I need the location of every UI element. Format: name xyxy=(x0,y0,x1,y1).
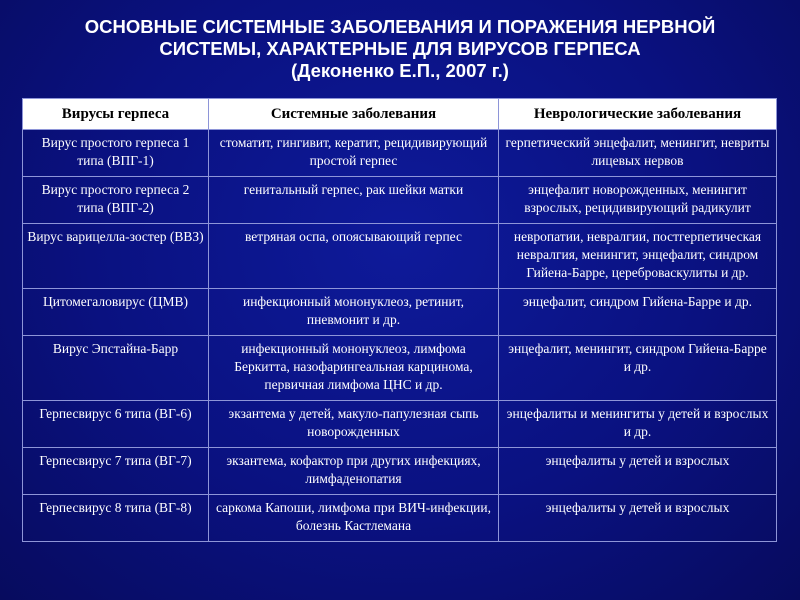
table-row xyxy=(23,495,777,542)
neurological-cell: энцефалит, синдром Гийена-Барре и др. xyxy=(499,289,777,336)
virus-name-cell: Цитомегаловирус (ЦМВ) xyxy=(23,289,209,336)
table-row xyxy=(23,336,777,401)
herpes-diseases-table xyxy=(22,98,777,542)
virus-name-cell: Вирус варицелла-зостер (ВВЗ) xyxy=(23,224,209,289)
table-header-row xyxy=(23,99,777,130)
title-line-3: (Деконенко Е.П., 2007 г.) xyxy=(291,60,509,81)
systemic-cell: генитальный герпес, рак шейки матки xyxy=(209,177,499,224)
virus-name-cell: Герпесвирус 8 типа (ВГ-8) xyxy=(23,495,209,542)
virus-name-cell: Герпесвирус 6 типа (ВГ-6) xyxy=(23,401,209,448)
systemic-cell: инфекционный мононуклеоз, лимфома Беркитта, назофарингеальная карцинома, первичная лимфома ЦНС и др. xyxy=(209,336,499,401)
header-neurological: Неврологические заболевания xyxy=(499,99,777,130)
neurological-cell: невропатии, невралгии, постгерпетическая невралгия, менингит, энцефалит, синдром Гийена-Барре, цереброваскулиты и др. xyxy=(499,224,777,289)
systemic-cell: ветряная оспа, опоясывающий герпес xyxy=(209,224,499,289)
neurological-cell: энцефалит новорожденных, менингит взрослых, рецидивирующий радикулит xyxy=(499,177,777,224)
neurological-cell: герпетический энцефалит, менингит, невриты лицевых нервов xyxy=(499,130,777,177)
table-row xyxy=(23,177,777,224)
neurological-cell: энцефалиты у детей и взрослых xyxy=(499,495,777,542)
table-row xyxy=(23,401,777,448)
table-row xyxy=(23,130,777,177)
systemic-cell: инфекционный мононуклеоз, ретинит, пневмонит и др. xyxy=(209,289,499,336)
virus-name-cell: Вирус Эпстайна-Барр xyxy=(23,336,209,401)
virus-name-cell: Герпесвирус 7 типа (ВГ-7) xyxy=(23,448,209,495)
systemic-cell: стоматит, гингивит, кератит, рецидивирующий простой герпес xyxy=(209,130,499,177)
systemic-cell: саркома Капоши, лимфома при ВИЧ-инфекции, болезнь Кастлемана xyxy=(209,495,499,542)
virus-name-cell: Вирус простого герпеса 2 типа (ВПГ-2) xyxy=(23,177,209,224)
slide-title xyxy=(0,16,800,82)
neurological-cell: энцефалит, менингит, синдром Гийена-Барре и др. xyxy=(499,336,777,401)
header-viruses: Вирусы герпеса xyxy=(23,99,209,130)
systemic-cell: экзантема, кофактор при других инфекциях, лимфаденопатия xyxy=(209,448,499,495)
table-row xyxy=(23,224,777,289)
systemic-cell: экзантема у детей, макуло-папулезная сыпь новорожденных xyxy=(209,401,499,448)
title-line-1: ОСНОВНЫЕ СИСТЕМНЫЕ ЗАБОЛЕВАНИЯ И ПОРАЖЕНИЯ НЕРВНОЙ xyxy=(84,16,716,37)
header-systemic: Системные заболевания xyxy=(209,99,499,130)
neurological-cell: энцефалиты у детей и взрослых xyxy=(499,448,777,495)
title-line-2: СИСТЕМЫ, ХАРАКТЕРНЫЕ ДЛЯ ВИРУСОВ ГЕРПЕСА xyxy=(159,38,641,59)
neurological-cell: энцефалиты и менингиты у детей и взрослых и др. xyxy=(499,401,777,448)
table-row xyxy=(23,289,777,336)
table-row xyxy=(23,448,777,495)
virus-name-cell: Вирус простого герпеса 1 типа (ВПГ-1) xyxy=(23,130,209,177)
